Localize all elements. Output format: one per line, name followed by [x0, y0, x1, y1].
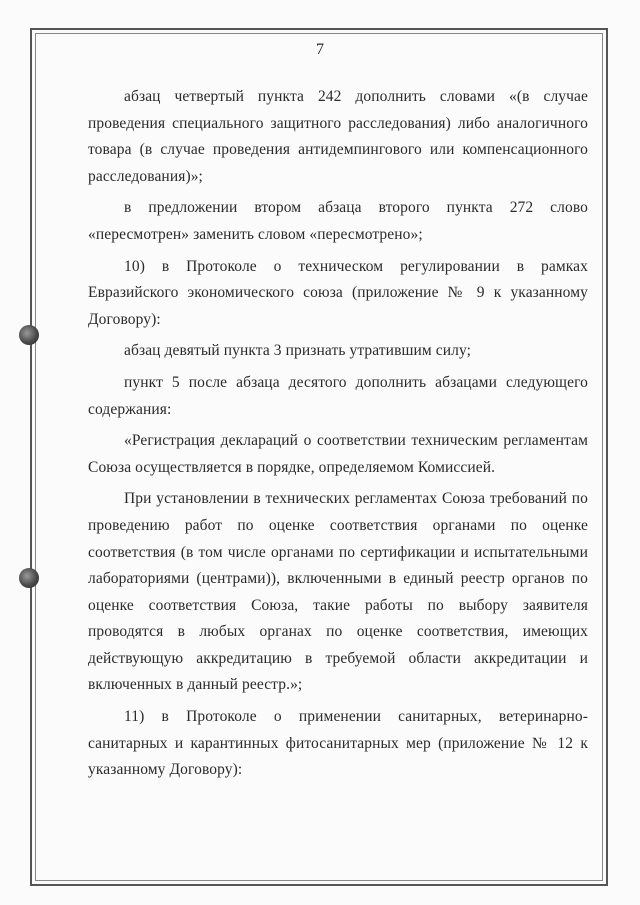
paragraph: 10) в Протоколе о техническом регулировании в рамках Евразийского экономического союза (приложение № 9 к указанному Договору): — [88, 257, 588, 328]
paragraph: При установлении в технических регламентах Союза требований по проведению работ по оценке соответствия органами по оценке соответствия (в том числе органами по сертификации и испытательными лабораториями (центрами)), включенными в единый реестр органов по оценке соответствия Союза, такие работы по выбору заявителя проводятся в любых органах по оценке соответствия, имеющих действующую аккредитацию в требуемой области аккредитации и включенных в данный реестр.»; — [88, 490, 588, 694]
paragraph: абзац девятый пункта 3 признать утратившим силу; — [124, 342, 472, 360]
paragraph: «Регистрация деклараций о соответствии техническим регламентам Союза осуществляется в порядке, определяемом Комиссией. — [88, 432, 588, 476]
paragraph: в предложении втором абзаца второго пункта 272 слово «пересмотрен» заменить словом «пересмотрено»; — [88, 199, 588, 243]
paragraph: 11) в Протоколе о применении санитарных, ветеринарно-санитарных и карантинных фитосанитарных мер (приложение № 12 к указанному Договору): — [88, 708, 588, 779]
binder-hole-bottom — [19, 568, 39, 588]
document-body — [88, 84, 588, 789]
paragraph: пункт 5 после абзаца десятого дополнить абзацами следующего содержания: — [88, 373, 588, 418]
paragraph: абзац четвертый пункта 242 дополнить словами «(в случае проведения специального защитного расследования) либо аналогичного товара (в случае проведения антидемпингового или компенсационного расследования)»; — [88, 88, 588, 185]
binder-hole-top — [19, 325, 39, 345]
page-number: 7 — [316, 41, 324, 58]
